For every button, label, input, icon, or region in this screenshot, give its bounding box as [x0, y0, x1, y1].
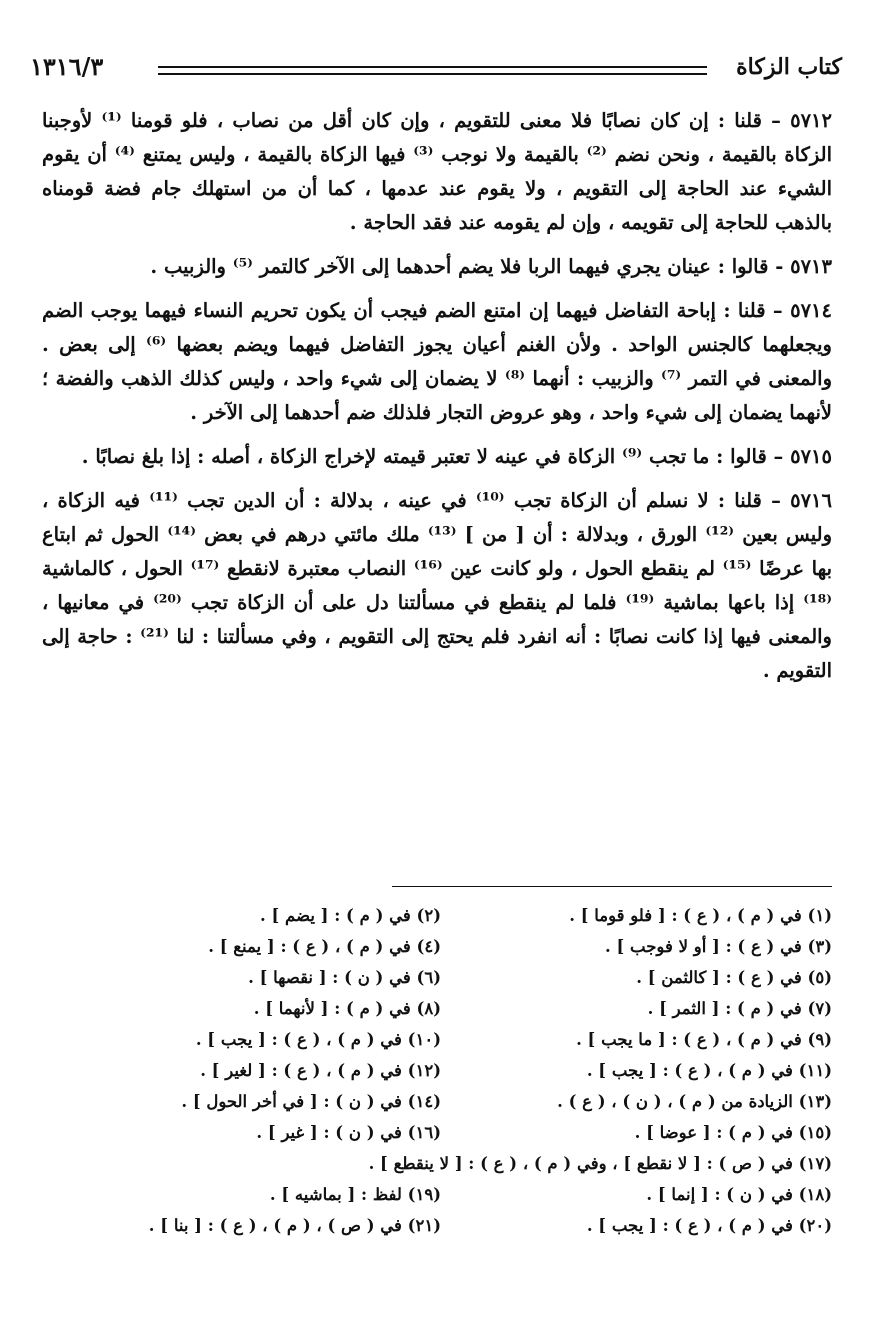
footnote: (١١) في ( م ) ، ( ع ) : [ يجب ] .: [586, 1061, 832, 1080]
footnote: (٢٠) في ( م ) ، ( ع ) : [ يجب ] .: [586, 1216, 832, 1235]
main-text: [42, 104, 832, 698]
footnotes: [60, 900, 832, 1241]
footnote-row: [60, 1210, 832, 1241]
footnote: (٣) في ( ع ) : [ أو لا فوجب ] .: [604, 937, 832, 956]
footnote: (٩) في ( م ) ، ( ع ) : [ ما يجب ] .: [576, 1030, 832, 1049]
footnote: (٨) في ( م ) : [ لأنهما ] .: [253, 999, 441, 1018]
footnote: (٤) في ( م ) ، ( ع ) : [ يمنع ] .: [208, 937, 441, 956]
footnote: (١٠) في ( م ) ، ( ع ) : [ يجب ] .: [195, 1030, 441, 1049]
paragraph-5712: [42, 104, 832, 240]
footnote: (٦) في ( ن ) : [ نقصها ] .: [248, 968, 441, 987]
paragraph-text: – قلنا : إباحة التفاضل فيهما إن امتنع الضم فيجب أن يكون تحريم النساء فيهما يوجب الضم ويجعلهما كالجنس الواحد . ولأن الغنم أعيان يجوز التفاضل فيهما ويضم بعضها ⁽⁶⁾ إلى بعض . والمعنى في التمر ⁽⁷⁾ والزبيب : أنهما ⁽⁸⁾ لا يضمان إلى شيء واحد ، وليس كذلك الذهب والفضة ؛ لأنهما يضمان إلى شيء واحد ، وهو عروض التجار فلذلك ضم أحدهما إلى الآخر .: [42, 299, 833, 424]
footnote: (١٣) الزيادة من ( م ) ، ( ن ) ، ( ع ) .: [557, 1092, 832, 1111]
footnote-row: [60, 993, 832, 1024]
page-number: ١٣١٦/٣: [30, 52, 104, 81]
paragraph-number: ٥٧١٥: [790, 445, 832, 468]
paragraph-text: – قلنا : لا نسلم أن الزكاة تجب ⁽¹⁰⁾ في عينه ، بدلالة : أن الدين تجب ⁽¹¹⁾ فيه الزكاة ، وليس بعين ⁽¹²⁾ الورق ، وبدلالة : أن [ من ] ⁽¹³⁾ ملك مائتي درهم في بعض ⁽¹⁴⁾ الحول ثم ابتاع بها عرضًا ⁽¹⁵⁾ لم ينقطع الحول ، ولو كانت عين ⁽¹⁶⁾ النصاب معتبرة لانقطع ⁽¹⁷⁾ الحول ، كالماشية ⁽¹⁸⁾ إذا باعها بماشية ⁽¹⁹⁾ فلما لم ينقطع في مسألتنا دل على أن الزكاة تجب ⁽²⁰⁾ في معانيها ، والمعنى فيها إذا كانت نصابًا : أنه انفرد فلم يحتج إلى التقويم ، وفي مسألتنا : لنا ⁽²¹⁾ : حاجة إلى التقويم .: [42, 489, 833, 682]
paragraph-5715: [42, 440, 832, 474]
footnote: (١٨) في ( ن ) : [ إنما ] .: [646, 1185, 832, 1204]
footnote-row: [60, 1179, 832, 1210]
paragraph-number: ٥٧١٤: [790, 299, 832, 322]
paragraph-text: – قلنا : إن كان نصابًا فلا معنى للتقويم ، وإن كان أقل من نصاب ، فلو قومنا ⁽¹⁾ لأوجبنا الزكاة بالقيمة ، ونحن نضم ⁽²⁾ بالقيمة ولا نوجب ⁽³⁾ فيها الزكاة بالقيمة ، وليس يمتنع ⁽⁴⁾ أن يقوم الشيء عند الحاجة إلى التقويم ، ولا يقوم عند عدمها ، كما أن من استهلك جام فضة قومناه بالذهب للحاجة إلى تقويمه ، وإن لم يقومه عند فقد الحاجة .: [42, 109, 832, 234]
footnote-separator: [392, 886, 832, 887]
footnote: (١٧) في ( ص ) : [ لا نقطع ] ، وفي ( م ) ، ( ع ) : [ لا ينقطع ] .: [368, 1154, 832, 1173]
paragraph-text: - قالوا : عينان يجري فيهما الربا فلا يضم أحدهما إلى الآخر كالتمر ⁽⁵⁾ والزبيب .: [150, 255, 791, 278]
footnote-row: [60, 1024, 832, 1055]
paragraph-text: – قالوا : ما تجب ⁽⁹⁾ الزكاة في عينه لا تعتبر قيمته لإخراج الزكاة ، أصله : إذا بلغ نصابًا .: [81, 445, 791, 468]
footnote: (١٦) في ( ن ) : [ غير ] .: [256, 1123, 441, 1142]
footnote-row: [60, 1148, 832, 1179]
page-header: [30, 50, 842, 90]
footnote-row: [60, 1086, 832, 1117]
footnote: (١٢) في ( م ) ، ( ع ) : [ لغير ] .: [200, 1061, 441, 1080]
paragraph-5716: [42, 484, 832, 688]
footnote: (١٤) في ( ن ) : [ في أخر الحول ] .: [181, 1092, 441, 1111]
footnote: (٧) في ( م ) : [ الثمر ] .: [647, 999, 832, 1018]
footnote-row: [60, 931, 832, 962]
footnote-row: [60, 1117, 832, 1148]
footnote: (١) في ( م ) ، ( ع ) : [ فلو قوما ] .: [569, 906, 832, 925]
paragraph-5713: [42, 250, 832, 284]
paragraph-number: ٥٧١٢: [790, 109, 832, 132]
paragraph-5714: [42, 294, 832, 430]
footnote-row: [60, 900, 832, 931]
paragraph-number: ٥٧١٣: [790, 255, 832, 278]
book-title: كتاب الزكاة: [736, 54, 842, 80]
footnote-row: [60, 1055, 832, 1086]
header-double-rule: [158, 66, 707, 75]
footnote: (١٥) في ( م ) : [ عوضا ] .: [634, 1123, 832, 1142]
footnote: (٥) في ( ع ) : [ كالثمن ] .: [636, 968, 832, 987]
footnote: (١٩) لفظ : [ بماشيه ] .: [269, 1185, 441, 1204]
footnote: (٢) في ( م ) : [ يضم ] .: [260, 906, 441, 925]
footnote: (٢١) في ( ص ) ، ( م ) ، ( ع ) : [ بنا ] .: [148, 1216, 441, 1235]
footnote-row: [60, 962, 832, 993]
paragraph-number: ٥٧١٦: [790, 489, 832, 512]
